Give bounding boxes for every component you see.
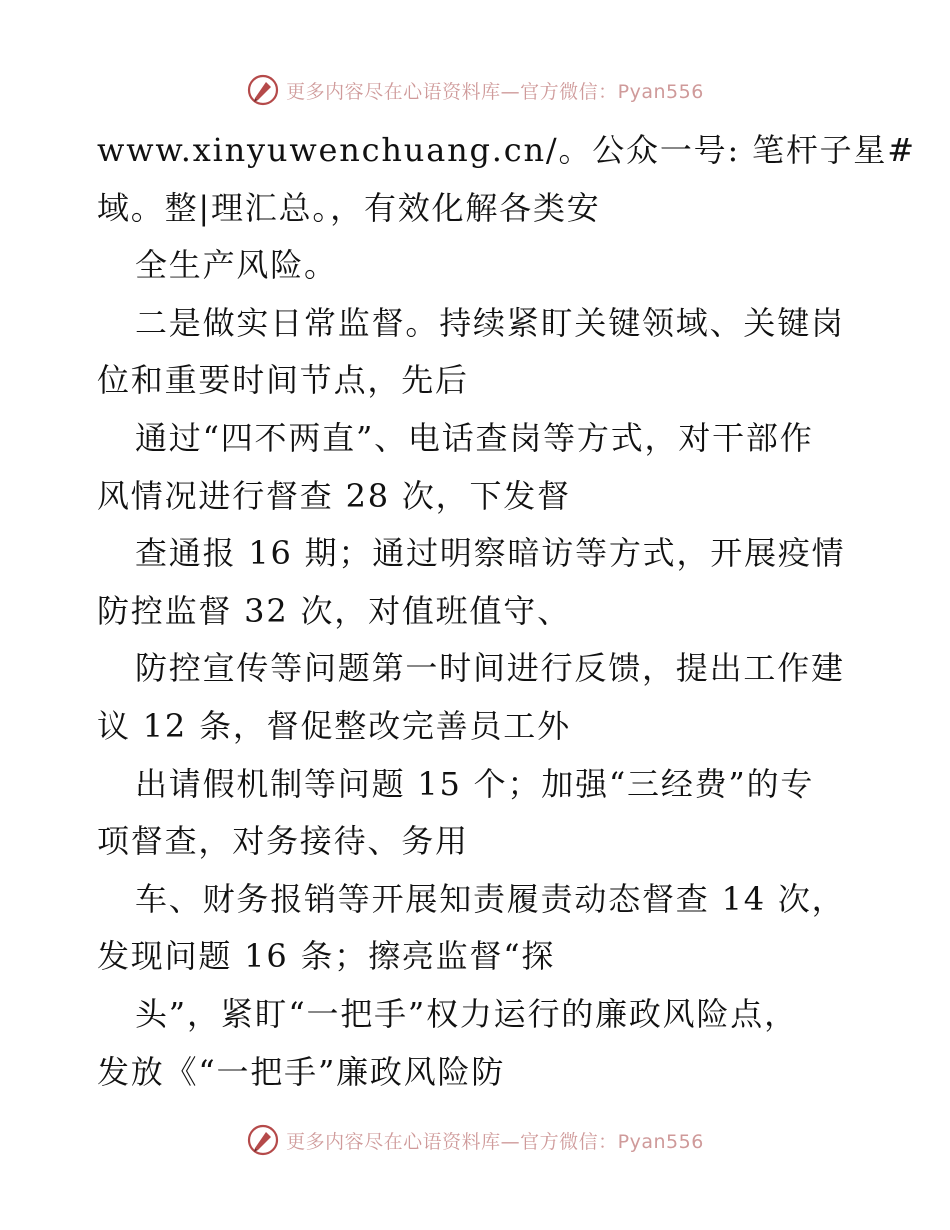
body-line: 风情况进行督查 28 次，下发督 <box>97 476 571 515</box>
pen-nib-logo-icon <box>246 73 280 107</box>
body-line: 发现问题 16 条；擦亮监督“探 <box>97 937 556 976</box>
body-line: 位和重要时间节点，先后 <box>97 361 469 400</box>
body-line: 二是做实日常监督。持续紧盯关键领域、关键岗 <box>135 303 845 342</box>
footer-watermark-banner <box>0 1120 950 1160</box>
pen-nib-logo-icon <box>246 1123 280 1157</box>
header-banner-text: 更多内容尽在心语资料库—官方微信：Pyan556 <box>286 80 704 103</box>
body-line: 通过“四不两直”、电话查岗等方式，对干部作 <box>135 418 814 457</box>
body-line: 防控宣传等问题第一时间进行反馈，提出工作建 <box>135 649 845 688</box>
body-line: 域。整|理汇总。，有效化解各类安 <box>97 188 601 227</box>
body-line: 项督查，对务接待、务用 <box>97 822 469 861</box>
body-line: 头”，紧盯“一把手”权力运行的廉政风险点， <box>135 994 798 1033</box>
body-line: 出请假机制等问题 15 个；加强“三经费”的专 <box>135 764 815 803</box>
body-line: www.xinyuwenchuang.cn/。公众一号: 笔杆子星# <box>97 131 916 169</box>
body-line: 议 12 条，督促整改完善员工外 <box>97 706 571 745</box>
footer-banner-text: 更多内容尽在心语资料库—官方微信：Pyan556 <box>286 1130 704 1153</box>
body-line: 全生产风险。 <box>135 246 338 285</box>
body-line: 查通报 16 期；通过明察暗访等方式，开展疫情 <box>135 534 846 573</box>
document-body <box>97 122 916 1101</box>
body-line: 防控监督 32 次，对值班值守、 <box>97 591 571 630</box>
body-line: 车、财务报销等开展知责履责动态督查 14 次， <box>135 879 846 918</box>
body-line: 发放《“一把手”廉政风险防 <box>97 1052 506 1091</box>
header-watermark-banner <box>0 70 950 110</box>
